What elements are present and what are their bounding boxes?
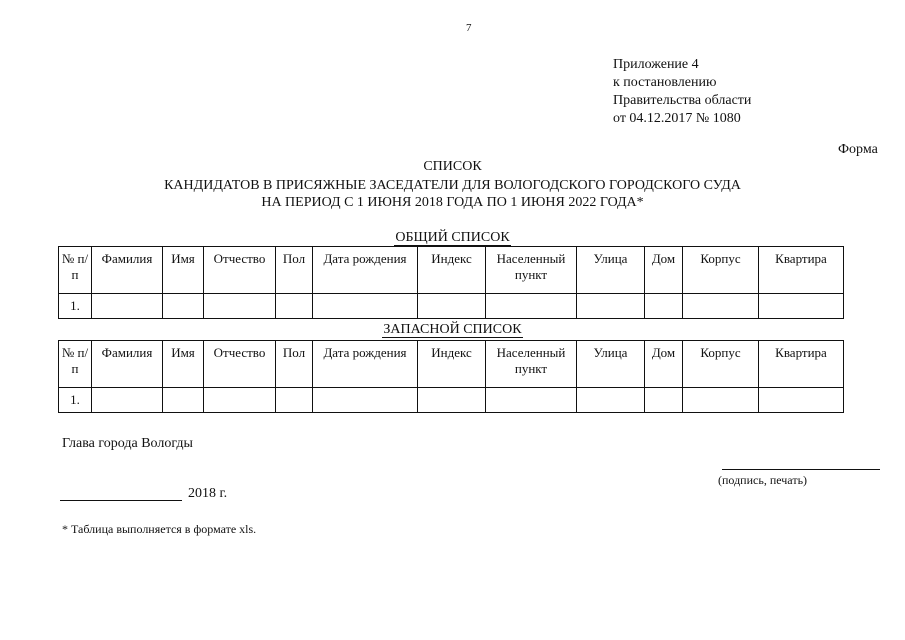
table-cell [486, 294, 577, 319]
general-list-title-text: ОБЩИЙ СПИСОК [395, 230, 510, 245]
column-header: Дом [645, 341, 683, 388]
table-cell [276, 388, 313, 413]
table-header-row [59, 341, 844, 388]
table-cell [418, 294, 486, 319]
general-list-table [58, 246, 844, 319]
table-cell [204, 388, 276, 413]
reserve-list-title-text: ЗАПАСНОЙ СПИСОК [383, 322, 522, 337]
column-header: Населенный пункт [486, 247, 577, 294]
appendix-line: от 04.12.2017 № 1080 [613, 111, 741, 126]
column-header: Пол [276, 341, 313, 388]
form-label: Форма [838, 142, 878, 157]
table-cell [313, 388, 418, 413]
table-cell [92, 388, 163, 413]
table-row [59, 388, 844, 413]
table-cell [276, 294, 313, 319]
table-cell [759, 388, 844, 413]
column-header: Имя [163, 247, 204, 294]
appendix-line: к постановлению [613, 75, 717, 90]
date-line [60, 500, 182, 501]
table-cell [418, 388, 486, 413]
column-header: Дом [645, 247, 683, 294]
column-header: Квартира [759, 247, 844, 294]
column-header: Отчество [204, 341, 276, 388]
column-header: Населенный пункт [486, 341, 577, 388]
table-cell [577, 294, 645, 319]
column-header: Имя [163, 341, 204, 388]
table-cell [577, 388, 645, 413]
table-cell [683, 294, 759, 319]
table-header-row [59, 247, 844, 294]
signature-line [722, 469, 880, 470]
page-number: 7 [466, 22, 472, 34]
appendix-line: Правительства области [613, 93, 752, 108]
table-cell [313, 294, 418, 319]
column-header: Фамилия [92, 247, 163, 294]
signature-caption: (подпись, печать) [718, 473, 808, 487]
table-cell [486, 388, 577, 413]
table-cell [163, 294, 204, 319]
column-header: Индекс [418, 341, 486, 388]
year-label: 2018 г. [188, 486, 228, 501]
column-header: Индекс [418, 247, 486, 294]
table-cell [163, 388, 204, 413]
document-title: СПИСОК [423, 159, 482, 174]
table-cell [645, 388, 683, 413]
table-cell: 1. [59, 388, 92, 413]
column-header: № п/п [59, 341, 92, 388]
column-header: Корпус [683, 247, 759, 294]
column-header: № п/п [59, 247, 92, 294]
column-header: Отчество [204, 247, 276, 294]
table-cell [92, 294, 163, 319]
column-header: Дата рождения [313, 247, 418, 294]
table-row [59, 294, 844, 319]
table-cell [204, 294, 276, 319]
reserve-list-title [0, 322, 905, 338]
appendix-line: Приложение 4 [613, 57, 699, 72]
column-header: Корпус [683, 341, 759, 388]
column-header: Квартира [759, 341, 844, 388]
head-of-city-label: Глава города Вологды [62, 436, 193, 451]
column-header: Дата рождения [313, 341, 418, 388]
document-subtitle: КАНДИДАТОВ В ПРИСЯЖНЫЕ ЗАСЕДАТЕЛИ ДЛЯ ВОЛОГОДСКОГО ГОРОДСКОГО СУДА [164, 178, 741, 193]
table-cell [759, 294, 844, 319]
reserve-list-table [58, 340, 844, 413]
column-header: Улица [577, 247, 645, 294]
column-header: Пол [276, 247, 313, 294]
table-cell: 1. [59, 294, 92, 319]
table-cell [683, 388, 759, 413]
column-header: Улица [577, 341, 645, 388]
table-cell [645, 294, 683, 319]
footnote: * Таблица выполняется в формате xls. [62, 522, 257, 536]
column-header: Фамилия [92, 341, 163, 388]
document-period: НА ПЕРИОД С 1 ИЮНЯ 2018 ГОДА ПО 1 ИЮНЯ 2022 ГОДА* [261, 195, 644, 210]
general-list-title [0, 230, 905, 246]
appendix-block [613, 56, 751, 128]
